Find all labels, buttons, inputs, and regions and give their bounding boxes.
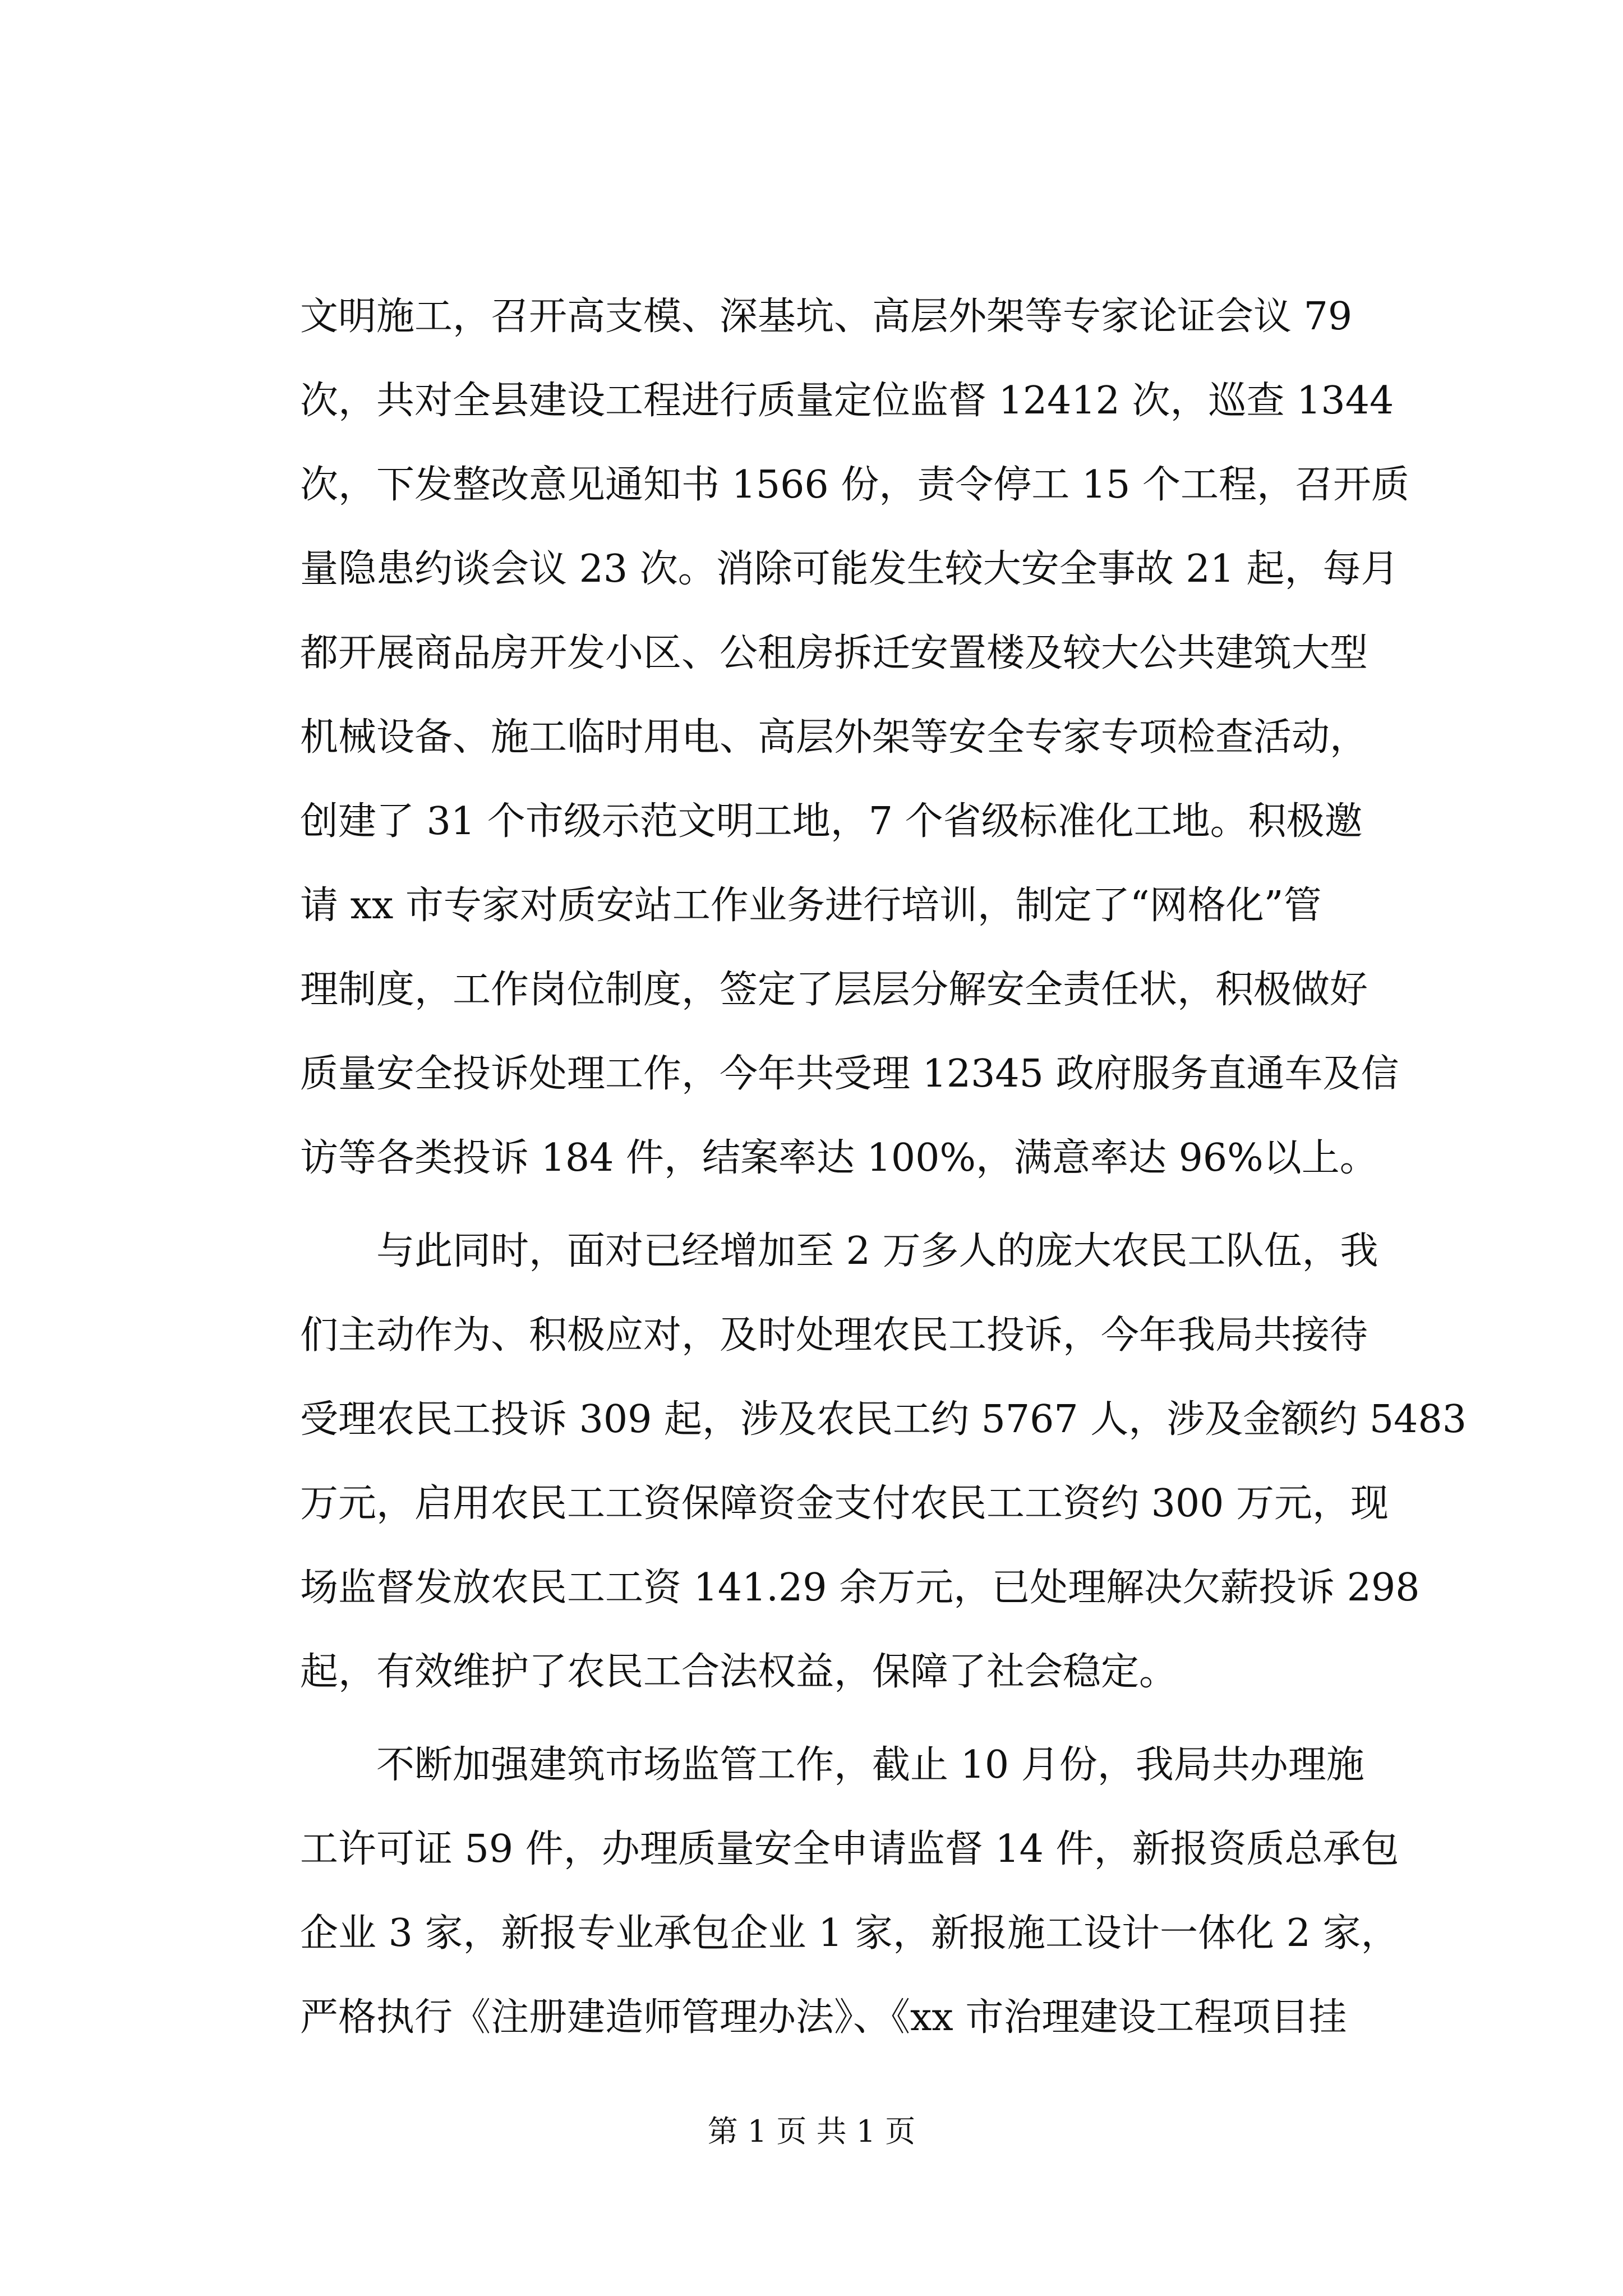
text-line: 工许可证 59 件，办理质量安全申请监督 14 件，新报资质总承包 — [300, 1827, 1399, 1871]
text-line: 企业 3 家，新报专业承包企业 1 家，新报施工设计一体化 2 家， — [300, 1911, 1399, 1955]
text-line: 受理农民工投诉 309 起，涉及农民工约 5767 人，涉及金额约 5483 — [300, 1397, 1467, 1442]
text-line: 与此同时，面对已经增加至 2 万多人的庞大农民工队伍，我 — [376, 1229, 1378, 1273]
text-line: 次，共对全县建设工程进行质量定位监督 12412 次，巡查 1344 — [300, 379, 1394, 423]
text-line: 次，下发整改意见通知书 1566 份，责令停工 15 个工程，召开质 — [300, 463, 1410, 507]
paragraph-gap — [300, 1714, 1413, 1723]
text-line: 量隐患约谈会议 23 次。消除可能发生较大安全事故 21 起，每月 — [300, 547, 1399, 591]
text-line: 请 xx 市专家对质安站工作业务进行培训，制定了“网格化”管 — [300, 884, 1322, 928]
document-body — [300, 275, 1467, 2060]
text-line: 起，有效维护了农民工合法权益，保障了社会稳定。 — [300, 1650, 1178, 1694]
paragraph-2 — [300, 1209, 1467, 1714]
text-line: 理制度，工作岗位制度，签定了层层分解安全责任状，积极做好 — [300, 968, 1368, 1012]
text-line: 都开展商品房开发小区、公租房拆迁安置楼及较大公共建筑大型 — [300, 631, 1368, 675]
text-line: 机械设备、施工临时用电、高层外架等安全专家专项检查活动， — [300, 715, 1368, 760]
paragraph-3 — [300, 1723, 1413, 2060]
page-footer: 第 1 页 共 1 页 — [707, 2114, 916, 2149]
text-line: 严格执行《注册建造师管理办法》、《xx 市治理建设工程项目挂 — [300, 1995, 1347, 2040]
text-line: 不断加强建筑市场监管工作，截止 10 月份，我局共办理施 — [376, 1743, 1364, 1787]
text-line: 创建了 31 个市级示范文明工地，7 个省级标准化工地。积极邀 — [300, 799, 1363, 844]
text-line: 万元，启用农民工工资保障资金支付农民工工资约 300 万元，现 — [300, 1481, 1389, 1526]
text-line: 文明施工，召开高支模、深基坑、高层外架等专家论证会议 79 — [300, 295, 1353, 339]
paragraph-gap — [300, 1200, 1413, 1209]
text-line: 质量安全投诉处理工作，今年共受理 12345 政府服务直通车及信 — [300, 1052, 1399, 1096]
text-line: 场监督发放农民工工资 141.29 余万元，已处理解决欠薪投诉 298 — [300, 1566, 1420, 1610]
text-line: 访等各类投诉 184 件，结案率达 100%，满意率达 96%以上。 — [300, 1136, 1378, 1180]
paragraph-1 — [300, 275, 1413, 1200]
text-line: 们主动作为、积极应对，及时处理农民工投诉，今年我局共接待 — [300, 1313, 1368, 1358]
